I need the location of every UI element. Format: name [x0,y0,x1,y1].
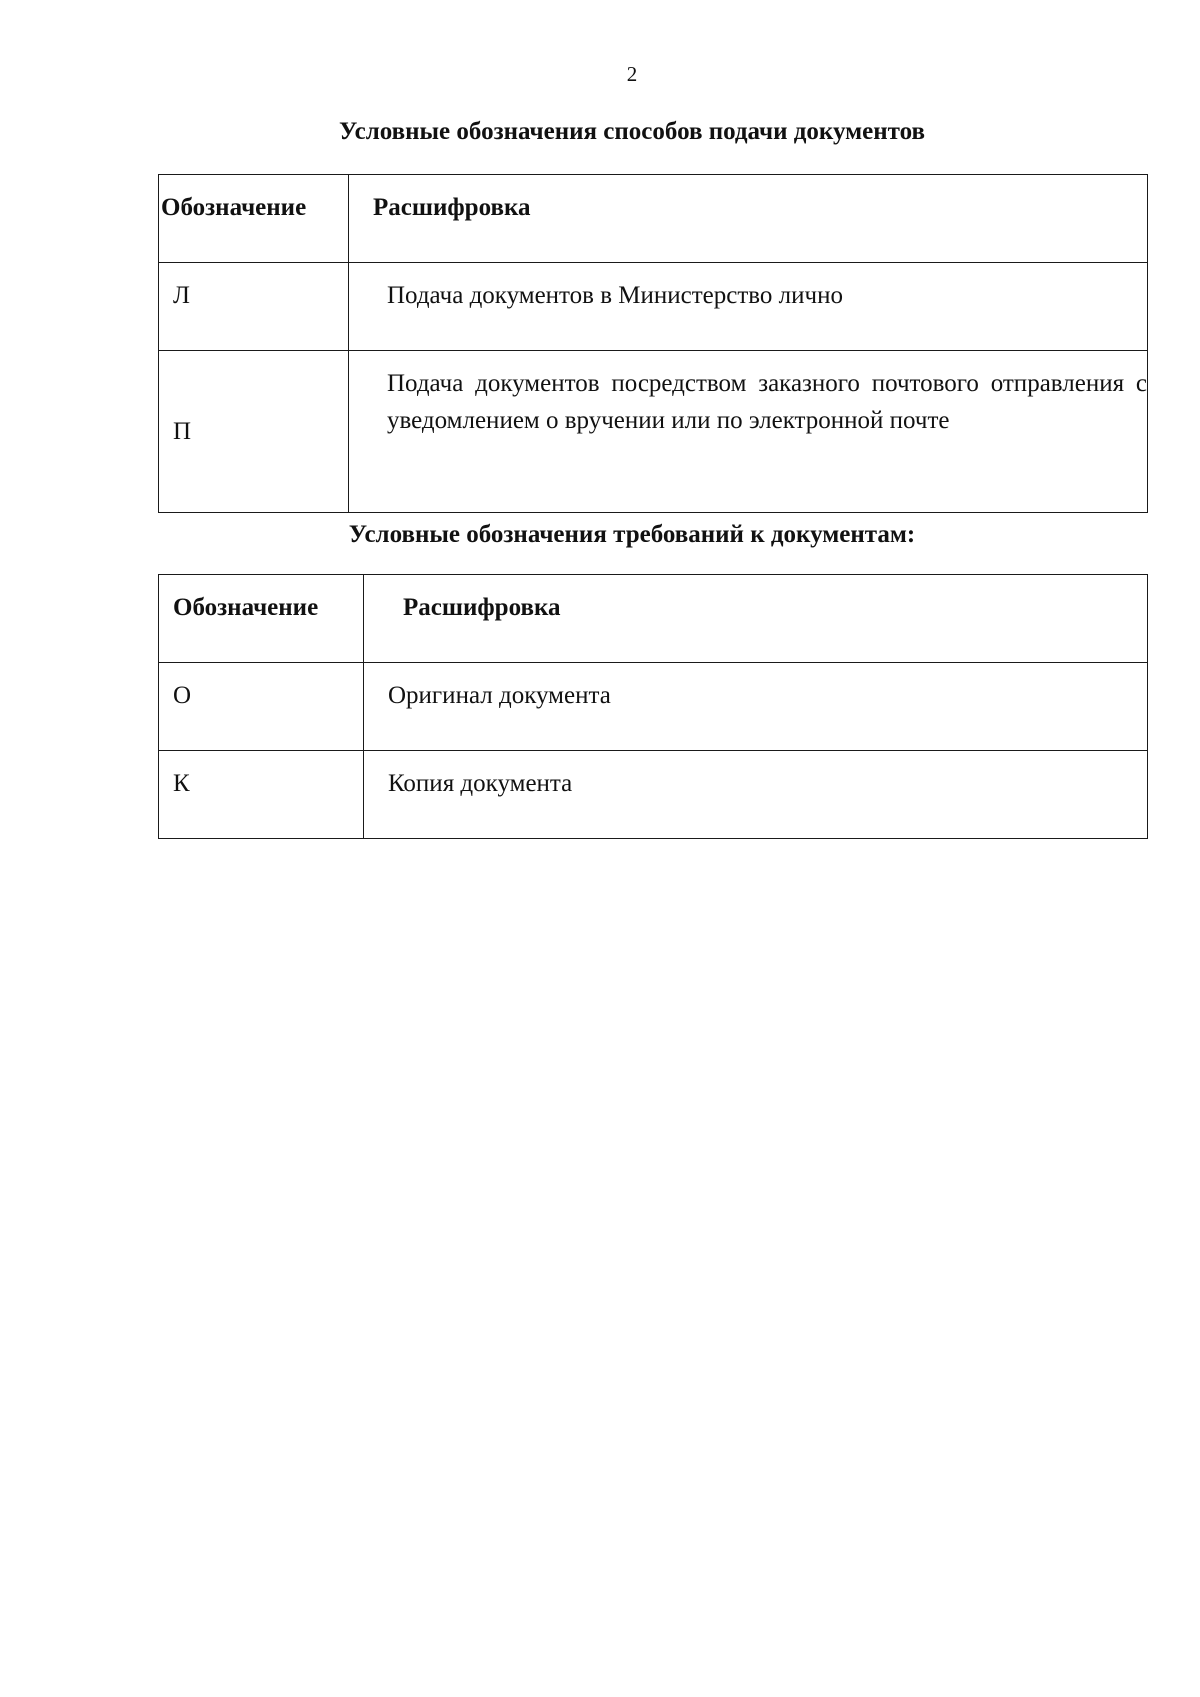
section-title-document-requirements: Условные обозначения требований к документам: [348,521,916,548]
row-symbol: О [159,663,364,751]
header-decoding: Расшифровка [364,575,1148,663]
section-title-submission-methods: Условные обозначения способов подачи документов [338,118,926,145]
page-number: 2 [626,62,638,86]
row-decoding: Подача документов посредством заказного почтового отправления с уведомлением о вручении или по электронной почте [349,351,1148,513]
table-header-row [159,175,1148,263]
document-requirements-table [158,574,1148,839]
row-decoding: Оригинал документа [364,663,1148,751]
row-symbol: К [159,751,364,839]
row-symbol: П [159,351,349,513]
row-decoding: Копия документа [364,751,1148,839]
row-symbol: Л [159,263,349,351]
table-row [159,663,1148,751]
table-row [159,751,1148,839]
row-decoding: Подача документов в Министерство лично [349,263,1148,351]
header-decoding: Расшифровка [349,175,1148,263]
header-symbol: Обозначение [159,175,349,263]
table-row [159,263,1148,351]
submission-methods-table [158,174,1148,513]
table-header-row [159,575,1148,663]
table-row [159,351,1148,513]
header-symbol: Обозначение [159,575,364,663]
